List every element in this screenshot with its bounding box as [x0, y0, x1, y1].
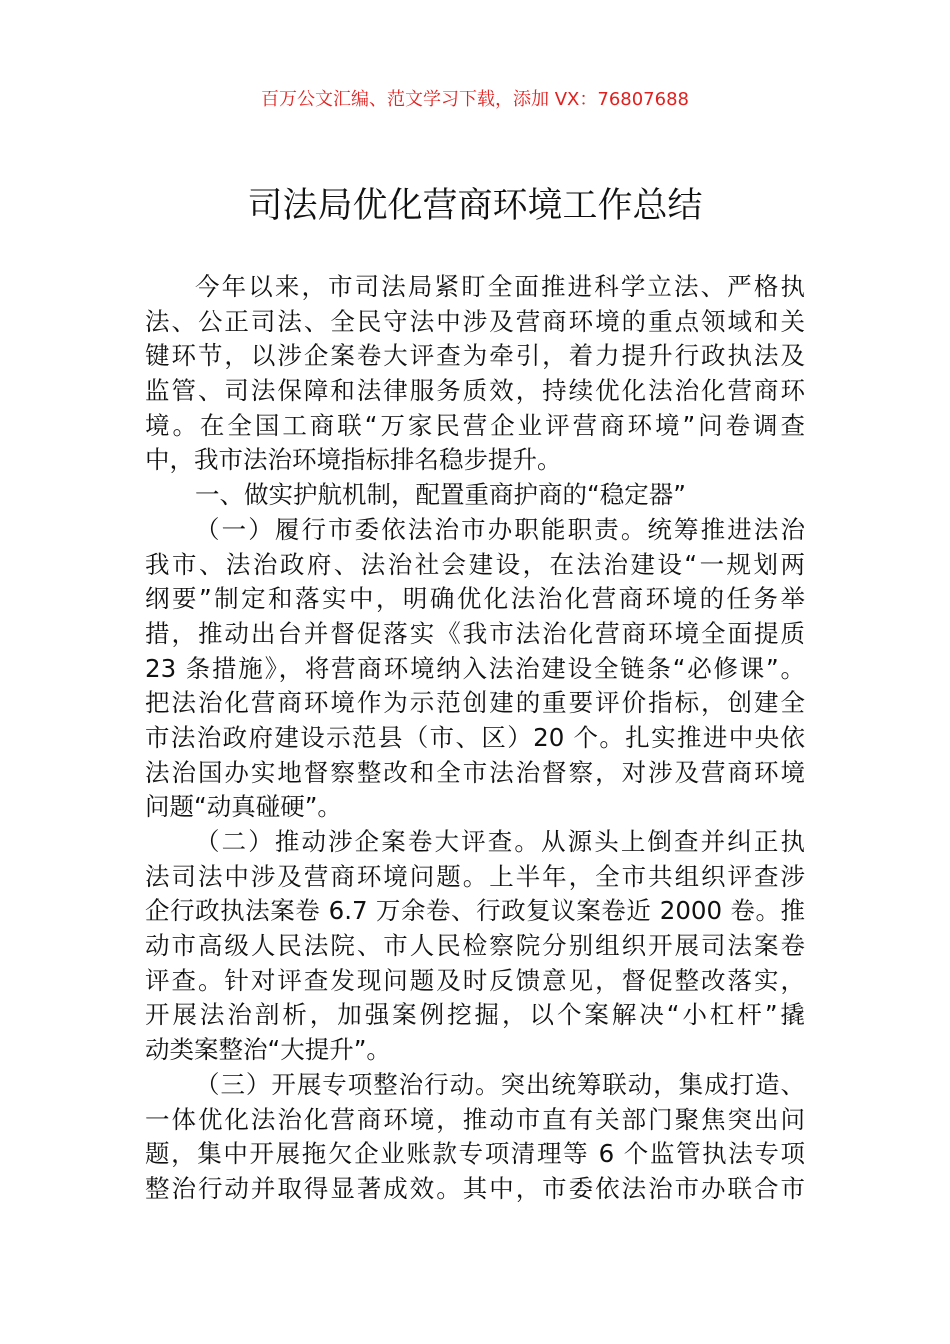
text-line: 监管、司法保障和法律服务质效，持续优化法治化营商环: [145, 376, 805, 406]
text-line: 今年以来，市司法局紧盯全面推进科学立法、严格执: [195, 272, 805, 301]
text-line: （三）开展专项整治行动。突出统筹联动，集成打造、: [195, 1069, 805, 1099]
paragraph: [145, 270, 805, 478]
text-line: 问题“动真碰硬”。: [145, 792, 342, 822]
paragraph: [145, 825, 805, 1068]
paragraph: [145, 1068, 805, 1207]
text-line: 键环节，以涉企案卷大评查为牵引，着力提升行政执法及: [145, 341, 805, 371]
text-line: 动市高级人民法院、市人民检察院分别组织开展司法案卷: [145, 931, 805, 961]
text-line: 法司法中涉及营商环境问题。上半年，全市共组织评查涉: [145, 861, 805, 891]
text-line: 23 条措施》，将营商环境纳入法治建设全链条“必修课”。: [145, 653, 805, 683]
text-line: 题，集中开展拖欠企业账款专项清理等 6 个监管执法专项: [145, 1139, 805, 1169]
text-line: 措，推动出台并督促落实《我市法治化营商环境全面提质: [145, 618, 805, 648]
text-line: 整治行动并取得显著成效。其中，市委依法治市办联合市: [145, 1173, 805, 1203]
text-line: 把法治化营商环境作为示范创建的重要评价指标，创建全: [145, 688, 805, 718]
text-line: （二）推动涉企案卷大评查。从源头上倒查并纠正执: [195, 827, 805, 856]
text-line: 市法治政府建设示范县（市、区）20 个。扎实推进中央依: [145, 722, 805, 752]
text-line: 企行政执法案卷 6.7 万余卷、行政复议案卷近 2000 卷。推: [145, 896, 805, 926]
text-line: 一体优化法治化营商环境，推动市直有关部门聚焦突出问: [145, 1104, 805, 1134]
text-line: 中，我市法治环境指标排名稳步提升。: [145, 445, 562, 475]
text-line: 一、做实护航机制，配置重商护商的“稳定器”: [195, 480, 686, 510]
paragraph: [145, 478, 805, 513]
document-title: 司法局优化营商环境工作总结: [247, 186, 703, 226]
document-body: [145, 270, 805, 1207]
watermark-banner: 百万公文汇编、范文学习下载，添加 VX：76807688: [261, 89, 689, 110]
text-line: 纲要”制定和落实中，明确优化法治化营商环境的任务举: [145, 584, 805, 614]
text-line: 开展法治剖析，加强案例挖掘，以个案解决“小杠杆”撬: [145, 1000, 805, 1030]
text-line: 法、公正司法、全民守法中涉及营商环境的重点领域和关: [145, 306, 805, 336]
text-line: （一）履行市委依法治市办职能职责。统筹推进法治: [195, 514, 805, 544]
text-line: 境。在全国工商联“万家民营企业评营商环境”问卷调查: [145, 410, 805, 440]
paragraph: [145, 513, 805, 825]
text-line: 动类案整治“大提升”。: [145, 1035, 391, 1065]
text-line: 我市、法治政府、法治社会建设，在法治建设“一规划两: [145, 549, 805, 579]
text-line: 评查。针对评查发现问题及时反馈意见，督促整改落实，: [145, 965, 805, 995]
text-line: 法治国办实地督察整改和全市法治督察，对涉及营商环境: [145, 757, 805, 787]
